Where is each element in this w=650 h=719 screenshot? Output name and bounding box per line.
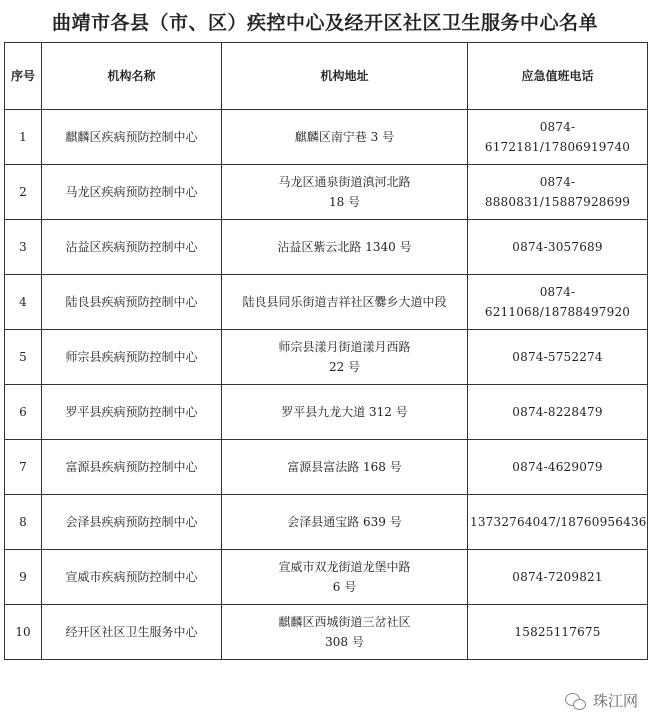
emergency-phone-cell	[468, 440, 648, 495]
institution-name-cell	[42, 495, 222, 550]
institution-table	[4, 42, 648, 660]
institution-address-cell	[222, 165, 468, 220]
serial-cell-text: 8	[19, 515, 27, 529]
emergency-phone-cell-text: 0874-3057689	[512, 240, 603, 254]
institution-address-cell	[222, 385, 468, 440]
serial-cell-text: 10	[15, 625, 31, 639]
header-serial: 序号	[5, 43, 42, 110]
institution-address-cell-text: 麒麟区西城街道三岔社区 308 号	[278, 615, 411, 649]
institution-address-cell	[222, 440, 468, 495]
header-institution-name: 机构名称	[42, 43, 222, 110]
institution-name-cell	[42, 330, 222, 385]
serial-cell-text: 2	[19, 185, 27, 199]
table-row	[5, 550, 648, 605]
table-row	[5, 275, 648, 330]
serial-cell-text: 7	[19, 460, 27, 474]
institution-name-cell-text: 会泽县疾病预防控制中心	[65, 515, 198, 529]
wechat-icon	[565, 692, 587, 710]
institution-address-cell	[222, 550, 468, 605]
emergency-phone-cell	[468, 550, 648, 605]
emergency-phone-cell-text: 13732764047/18760956436	[470, 515, 647, 529]
institution-name-cell	[42, 275, 222, 330]
emergency-phone-cell	[468, 605, 648, 660]
institution-address-cell	[222, 330, 468, 385]
emergency-phone-cell-text: 0874-7209821	[512, 570, 603, 584]
institution-name-cell	[42, 440, 222, 495]
emergency-phone-cell	[468, 495, 648, 550]
institution-address-cell-text: 沾益区紫云北路 1340 号	[277, 240, 412, 254]
serial-cell-text: 4	[19, 295, 27, 309]
institution-name-cell	[42, 165, 222, 220]
institution-name-cell	[42, 220, 222, 275]
institution-name-cell	[42, 385, 222, 440]
table-row	[5, 220, 648, 275]
institution-name-cell-text: 罗平县疾病预防控制中心	[65, 405, 198, 419]
institution-name-cell-text: 陆良县疾病预防控制中心	[65, 295, 198, 309]
emergency-phone-cell-text: 0874-6172181/17806919740	[484, 120, 631, 154]
serial-cell-text: 1	[19, 130, 27, 144]
table-row	[5, 165, 648, 220]
serial-cell-text: 9	[19, 570, 27, 584]
institution-address-cell	[222, 275, 468, 330]
institution-name-cell-text: 马龙区疾病预防控制中心	[65, 185, 198, 199]
table-header-row	[5, 43, 648, 110]
emergency-phone-cell	[468, 385, 648, 440]
table-row	[5, 605, 648, 660]
emergency-phone-cell	[468, 220, 648, 275]
institution-address-cell-text: 宣威市双龙街道龙堡中路 6 号	[278, 560, 411, 594]
serial-cell-text: 3	[19, 240, 27, 254]
institution-name-cell-text: 麒麟区疾病预防控制中心	[65, 130, 198, 144]
serial-cell-text: 5	[19, 350, 27, 364]
watermark-text: 珠江网	[592, 692, 638, 710]
institution-address-cell-text: 会泽县通宝路 639 号	[287, 515, 402, 529]
institution-address-cell	[222, 110, 468, 165]
emergency-phone-cell-text: 0874-5752274	[512, 350, 603, 364]
institution-name-cell	[42, 110, 222, 165]
header-emergency-phone: 应急值班电话	[468, 43, 648, 110]
serial-cell	[5, 440, 42, 495]
institution-name-cell-text: 经开区社区卫生服务中心	[65, 625, 198, 639]
emergency-phone-cell	[468, 110, 648, 165]
table-row	[5, 330, 648, 385]
emergency-phone-cell-text: 0874-4629079	[512, 460, 603, 474]
serial-cell	[5, 110, 42, 165]
serial-cell	[5, 330, 42, 385]
institution-name-cell	[42, 605, 222, 660]
serial-cell	[5, 605, 42, 660]
institution-address-cell	[222, 495, 468, 550]
emergency-phone-cell-text: 0874-6211068/18788497920	[484, 285, 631, 319]
institution-address-cell-text: 马龙区通泉街道滇河北路 18 号	[278, 175, 411, 209]
institution-name-cell-text: 师宗县疾病预防控制中心	[65, 350, 198, 364]
serial-cell-text: 6	[19, 405, 27, 419]
institution-address-cell	[222, 605, 468, 660]
emergency-phone-cell	[468, 330, 648, 385]
header-institution-address: 机构地址	[222, 43, 468, 110]
institution-address-cell-text: 陆良县同乐街道吉祥社区爨乡大道中段	[242, 295, 447, 309]
emergency-phone-cell-text: 0874-8880831/15887928699	[484, 175, 631, 209]
serial-cell	[5, 275, 42, 330]
institution-address-cell	[222, 220, 468, 275]
institution-name-cell-text: 沾益区疾病预防控制中心	[65, 240, 198, 254]
institution-address-cell-text: 富源县富法路 168 号	[287, 460, 402, 474]
emergency-phone-cell	[468, 165, 648, 220]
table-row	[5, 385, 648, 440]
watermark	[565, 690, 638, 711]
emergency-phone-cell	[468, 275, 648, 330]
emergency-phone-cell-text: 0874-8228479	[512, 405, 603, 419]
institution-address-cell-text: 罗平县九龙大道 312 号	[281, 405, 408, 419]
institution-address-cell-text: 麒麟区南宁巷 3 号	[294, 130, 395, 144]
table-row	[5, 440, 648, 495]
document-title: 曲靖市各县（市、区）疾控中心及经开区社区卫生服务中心名单	[51, 12, 598, 34]
institution-name-cell-text: 富源县疾病预防控制中心	[65, 460, 198, 474]
serial-cell	[5, 495, 42, 550]
institution-name-cell	[42, 550, 222, 605]
institution-address-cell-text: 师宗县漾月街道漾月西路 22 号	[278, 340, 411, 374]
serial-cell	[5, 385, 42, 440]
institution-name-cell-text: 宣威市疾病预防控制中心	[65, 570, 198, 584]
serial-cell	[5, 165, 42, 220]
serial-cell	[5, 220, 42, 275]
table-row	[5, 495, 648, 550]
table-row	[5, 110, 648, 165]
emergency-phone-cell-text: 15825117675	[514, 625, 601, 639]
serial-cell	[5, 550, 42, 605]
